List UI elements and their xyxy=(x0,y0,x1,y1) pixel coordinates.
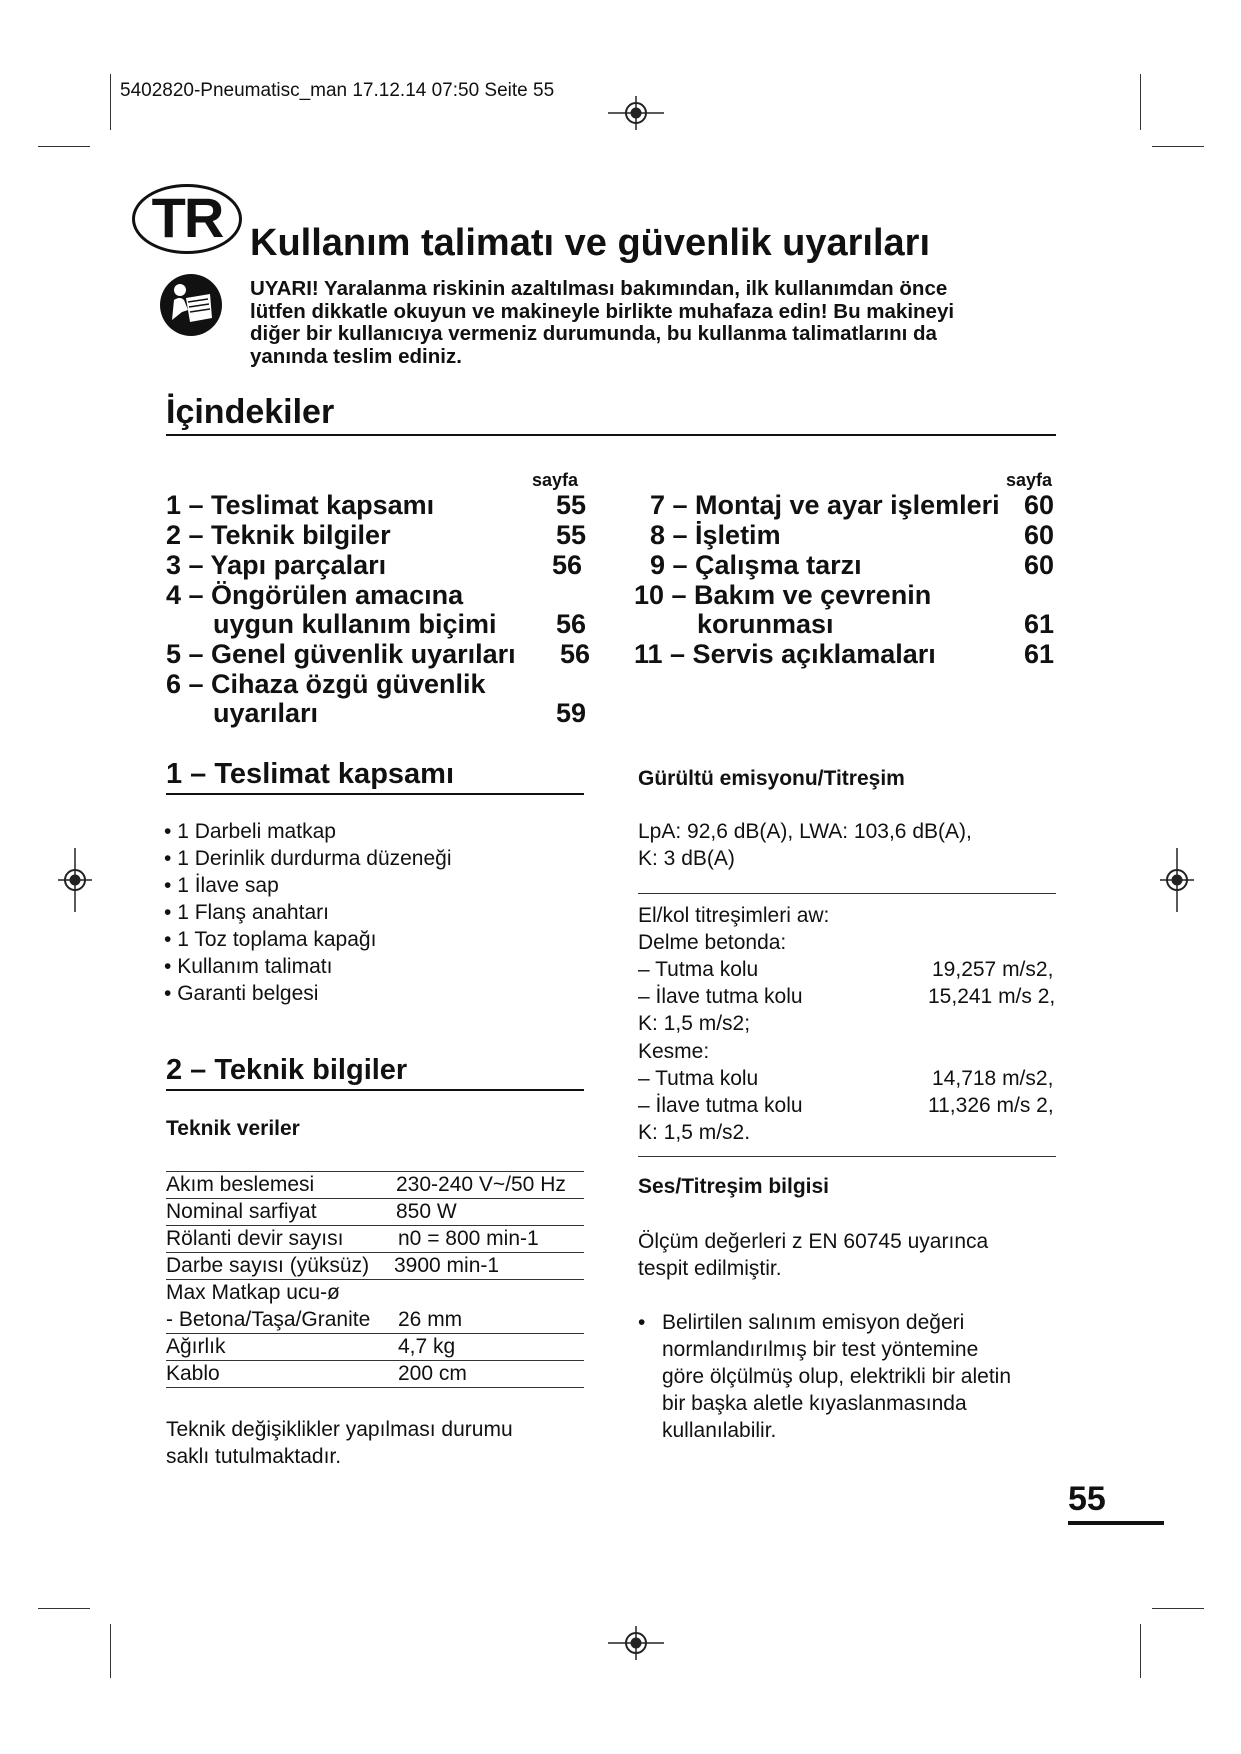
toc-item[interactable]: 10 – Bakım ve çevrenin xyxy=(634,580,932,610)
toc-item[interactable]: uygun kullanım biçimi xyxy=(213,609,497,639)
warning-line: lütfen dikkatle okuyun ve makineyle birlikte muhafaza edin! Bu makineyi xyxy=(250,299,955,323)
bullet-marker: • xyxy=(638,1311,646,1334)
section-title: 2 – Teknik bilgiler xyxy=(166,1054,408,1086)
spec-value: 230-240 V~/50 Hz xyxy=(396,1173,566,1196)
vibration-drill-label: Delme betonda: xyxy=(638,931,787,954)
spec-value: 4,7 kg xyxy=(398,1335,456,1358)
toc-page: 56 xyxy=(551,550,582,580)
sound-bullet xyxy=(662,1309,1011,1444)
noise-values xyxy=(638,818,972,872)
noise-line: K: 3 dB(A) xyxy=(638,847,735,870)
list-item: • 1 İlave sap xyxy=(164,872,574,899)
spec-label: Akım beslemesi xyxy=(166,1173,315,1196)
crop-mark xyxy=(1152,1608,1204,1609)
toc-item[interactable]: 3 – Yapı parçaları xyxy=(166,550,387,580)
warning-line: diğer bir kullanıcıya vermeniz durumunda, bu kullanma talimatlarını da xyxy=(250,322,937,345)
toc-item[interactable]: 6 – Cihaza özgü güvenlik xyxy=(166,669,486,699)
warning-line: UYARI! Yaralanma riskinin azaltılması bakımından, ilk kullanımdan önce xyxy=(250,277,948,300)
print-header: 5402820-Pneumatisc_man 17.12.14 07:50 Seite 55 xyxy=(120,80,555,101)
registration-mark-icon xyxy=(1160,848,1194,912)
table-rule xyxy=(166,1387,584,1388)
note-line: Teknik değişiklikler yapılması durumu xyxy=(166,1418,513,1441)
tech-note xyxy=(166,1416,513,1470)
spec-value: 26 mm xyxy=(398,1308,463,1331)
toc-page: 55 xyxy=(555,520,586,550)
bullet-line: göre ölçülmüş olup, elektrikli bir aletin xyxy=(662,1365,1011,1388)
read-manual-icon xyxy=(158,272,224,338)
vibration-k: K: 1,5 m/s2; xyxy=(638,1012,751,1035)
delivery-list xyxy=(164,818,574,1007)
crop-mark xyxy=(110,74,111,130)
table-rule xyxy=(166,1360,584,1361)
toc-title: İçindekiler xyxy=(166,393,335,431)
toc-page: 56 xyxy=(559,639,590,669)
toc-page: 55 xyxy=(555,490,586,520)
toc-item[interactable]: 11 – Servis açıklamaları xyxy=(634,639,936,669)
divider xyxy=(166,1089,584,1091)
toc-page-label: sayfa xyxy=(1006,470,1053,490)
vibration-value: 15,241 m/s 2, xyxy=(928,985,1056,1008)
crop-mark xyxy=(110,1624,111,1678)
page-title: Kullanım talimatı ve güvenlik uyarıları xyxy=(250,222,931,264)
toc-page: 61 xyxy=(1023,639,1054,669)
note-line: saklı tutulmaktadır. xyxy=(166,1445,342,1468)
page-number-rule xyxy=(1068,1521,1164,1525)
language-badge: TR xyxy=(132,184,242,254)
toc-page: 60 xyxy=(1023,490,1054,520)
bullet-line: kullanılabilir. xyxy=(662,1419,777,1442)
toc-page: 59 xyxy=(555,698,586,728)
toc-item[interactable]: 7 – Montaj ve ayar işlemleri xyxy=(650,490,1000,520)
toc-page-label: sayfa xyxy=(532,470,579,490)
toc-item[interactable]: korunması xyxy=(697,609,834,639)
spec-value: n0 = 800 min-1 xyxy=(398,1227,539,1250)
divider xyxy=(166,434,1056,436)
spec-value: 200 cm xyxy=(398,1362,467,1385)
toc-page: 60 xyxy=(1023,520,1054,550)
crop-mark xyxy=(38,146,90,147)
list-item: • 1 Darbeli matkap xyxy=(164,818,574,845)
divider xyxy=(638,1156,1056,1157)
spec-label: Ağırlık xyxy=(166,1335,226,1358)
toc-page: 61 xyxy=(1023,609,1054,639)
toc-page: 60 xyxy=(1023,550,1054,580)
crop-mark xyxy=(1140,74,1141,130)
vibration-label: – İlave tutma kolu xyxy=(638,1094,803,1117)
table-rule xyxy=(166,1333,584,1334)
list-item: • 1 Flanş anahtarı xyxy=(164,899,574,926)
list-item: • Garanti belgesi xyxy=(164,980,574,1007)
subsection-title: Ses/Titreşim bilgisi xyxy=(638,1175,830,1198)
spec-value: 850 W xyxy=(396,1200,457,1223)
warning-text xyxy=(250,278,1040,368)
bullet-line: Belirtilen salınım emisyon değeri xyxy=(662,1311,965,1334)
crop-mark xyxy=(38,1608,90,1609)
divider xyxy=(638,893,1056,894)
noise-line: LpA: 92,6 dB(A), LWA: 103,6 dB(A), xyxy=(638,820,972,843)
subsection-title: Gürültü emisyonu/Titreşim xyxy=(638,767,905,790)
sound-paragraph xyxy=(638,1228,988,1282)
list-item: • 1 Derinlik durdurma düzeneği xyxy=(164,845,574,872)
page-number: 55 xyxy=(1068,1480,1106,1518)
registration-mark-icon xyxy=(608,96,664,130)
section-title: 1 – Teslimat kapsamı xyxy=(166,758,455,790)
paragraph-line: tespit edilmiştir. xyxy=(638,1257,782,1280)
spec-label: Nominal sarfiyat xyxy=(166,1200,317,1223)
spec-label: Darbe sayısı (yüksüz) xyxy=(166,1254,370,1277)
spec-label: Max Matkap ucu-ø xyxy=(166,1281,340,1304)
vibration-heading: El/kol titreşimleri aw: xyxy=(638,904,830,927)
registration-mark-icon xyxy=(608,1626,664,1660)
registration-mark-icon xyxy=(58,848,92,912)
toc-item[interactable]: 9 – Çalışma tarzı xyxy=(650,550,862,580)
spec-value: 3900 min-1 xyxy=(394,1254,500,1277)
list-item: • 1 Toz toplama kapağı xyxy=(164,926,574,953)
vibration-label: – Tutma kolu xyxy=(638,1067,759,1090)
vibration-cut-label: Kesme: xyxy=(638,1040,710,1063)
vibration-value: 19,257 m/s2, xyxy=(932,958,1054,981)
toc-item[interactable]: 1 – Teslimat kapsamı xyxy=(166,490,435,520)
toc-item[interactable]: 5 – Genel güvenlik uyarıları xyxy=(166,639,516,669)
vibration-value: 14,718 m/s2, xyxy=(932,1067,1054,1090)
subsection-title: Teknik veriler xyxy=(166,1117,300,1140)
vibration-value: 11,326 m/s 2, xyxy=(928,1094,1054,1117)
vibration-k: K: 1,5 m/s2. xyxy=(638,1121,751,1144)
vibration-label: – Tutma kolu xyxy=(638,958,759,981)
list-item: • Kullanım talimatı xyxy=(164,953,574,980)
divider xyxy=(166,793,584,795)
vibration-label: – İlave tutma kolu xyxy=(638,985,803,1008)
bullet-line: normlandırılmış bir test yöntemine xyxy=(662,1338,979,1361)
paragraph-line: Ölçüm değerleri z EN 60745 uyarınca xyxy=(638,1230,989,1253)
toc-item[interactable]: 2 – Teknik bilgiler xyxy=(166,520,391,550)
warning-line: yanında teslim ediniz. xyxy=(250,344,462,368)
toc-item[interactable]: 4 – Öngörülen amacına xyxy=(166,580,464,610)
crop-mark xyxy=(1140,1624,1141,1678)
toc-item[interactable]: uyarıları xyxy=(213,698,319,728)
bullet-line: bir başka aletle kıyaslanmasında xyxy=(662,1392,967,1415)
toc-page: 56 xyxy=(555,609,586,639)
spec-label: Kablo xyxy=(166,1362,220,1385)
spec-label: - Betona/Taşa/Granite xyxy=(166,1308,371,1331)
toc-item[interactable]: 8 – İşletim xyxy=(650,520,781,550)
spec-label: Rölanti devir sayısı xyxy=(166,1227,344,1250)
crop-mark xyxy=(1152,146,1204,147)
